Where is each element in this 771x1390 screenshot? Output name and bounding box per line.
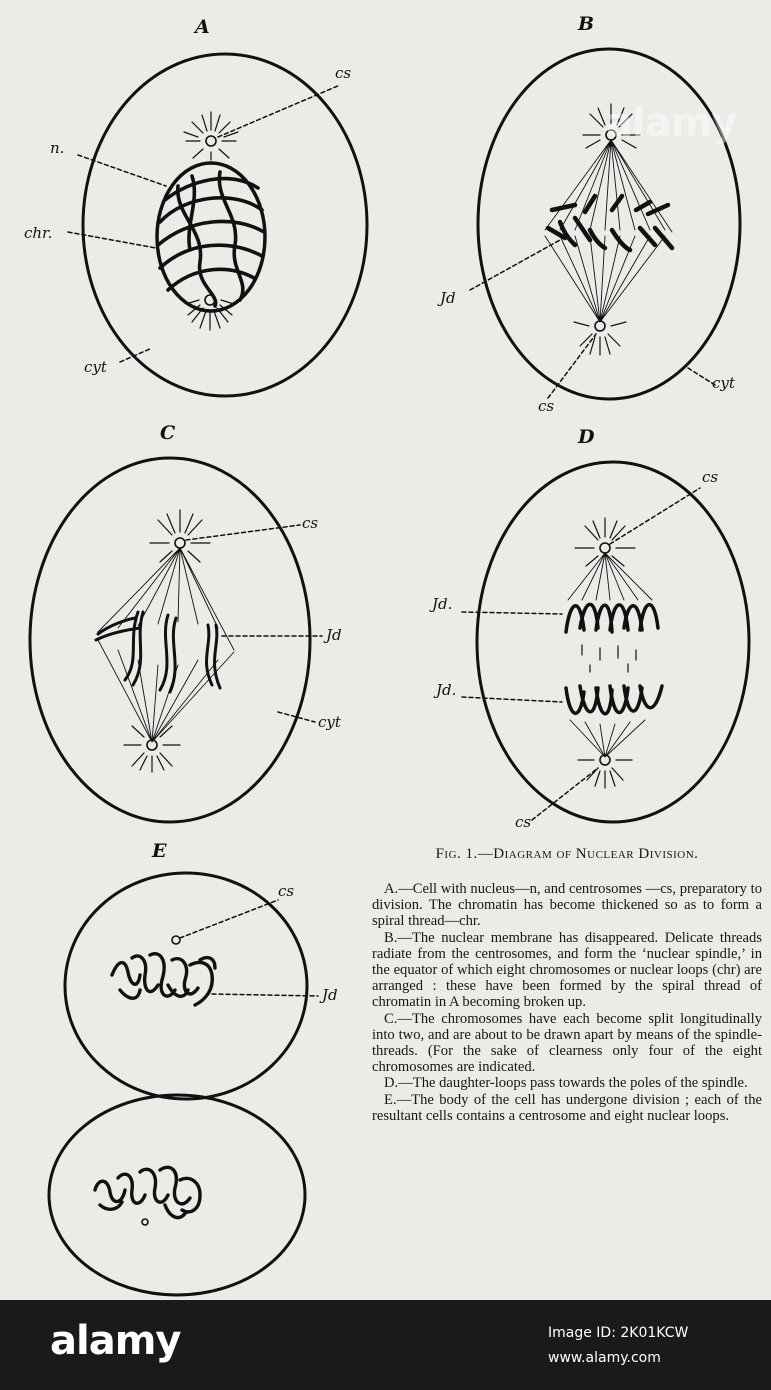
panel-d-faint-threads xyxy=(582,645,636,672)
panel-d-centrosome-top xyxy=(575,518,635,566)
panel-c-label-cs: cs xyxy=(302,514,319,532)
panel-d-label-cs-bottom: cs xyxy=(515,813,532,831)
panel-d-daughter-loops-top xyxy=(566,604,658,632)
watermark: alamy xyxy=(606,100,737,146)
panel-c-label-cyt: cyt xyxy=(318,713,341,731)
panel-e-loops-upper xyxy=(112,954,215,1005)
panel-a-label-n: n. xyxy=(50,139,65,157)
panel-d-spindle-bottom xyxy=(570,720,645,757)
panel-b-letter: B xyxy=(578,13,595,35)
panel-a-letter: A xyxy=(195,16,210,38)
panel-a-cell xyxy=(68,54,367,396)
panel-c-label-jd: Jd xyxy=(326,626,342,644)
panel-d-letter: D xyxy=(578,426,595,448)
panel-d-centrosome-bottom xyxy=(578,755,632,788)
panel-c-letter: C xyxy=(160,422,176,444)
panel-e-centrosome xyxy=(172,936,180,944)
panel-a-nucleus xyxy=(157,163,265,311)
caption-paragraph-e: E.—The body of the cell has undergone division ; each of the resultant cells contains a centrosome and eight nuclear loops. xyxy=(372,1091,762,1124)
panel-a-chromatin-spiral xyxy=(158,172,264,306)
panel-d-spindle-top xyxy=(568,553,652,600)
website-link[interactable]: www.alamy.com xyxy=(548,1350,661,1366)
panel-d-cell xyxy=(462,462,749,822)
panel-a-centrosome-top xyxy=(184,112,238,160)
panel-e-loops-lower xyxy=(95,1167,200,1217)
caption-paragraph-d: D.—The daughter-loops pass towards the poles of the spindle. xyxy=(384,1075,748,1092)
panel-b-centrosome-bottom xyxy=(574,321,626,355)
panel-d-daughter-loops-bottom xyxy=(566,686,662,714)
caption-paragraph-a: A.—Cell with nucleus—n, and centrosomes —cs, preparatory to division. The chromatin has become thickened so as to form a spiral thread—chr. xyxy=(372,881,762,930)
panel-d-label-cs-top: cs xyxy=(702,468,719,486)
panel-e-letter: E xyxy=(152,840,167,862)
figure-caption xyxy=(372,846,762,1124)
panel-e-label-cs: cs xyxy=(278,882,295,900)
image-id-text: Image ID: 2K01KCW xyxy=(548,1325,689,1341)
panel-b-label-cyt: cyt xyxy=(712,374,735,392)
panel-e-cells xyxy=(49,873,318,1295)
panel-e-label-jd: Jd xyxy=(322,986,338,1004)
panel-a-label-cs: cs xyxy=(335,64,352,82)
brand-logo: alamy xyxy=(50,1318,181,1364)
panel-a-label-chr: chr. xyxy=(24,224,53,242)
panel-c-cell xyxy=(30,458,322,822)
panel-d-label-jd-top: Jd. xyxy=(432,595,453,613)
panel-a-centrosome-bottom xyxy=(186,295,234,330)
panel-a-label-cyt: cyt xyxy=(84,358,107,376)
caption-title: Fig. 1.—Diagram of Nuclear Division. xyxy=(435,846,699,862)
caption-paragraph-c: C.—The chromosomes have each become split longitudinally into two, and are about to be drawn apart by means of the spindle-threads. (For the sake of clearness only four of the eight chromosomes are indicated. xyxy=(372,1010,762,1076)
panel-b-label-jd: Jd xyxy=(440,289,456,307)
panel-d-label-jd-bottom: Jd. xyxy=(436,681,457,699)
caption-paragraph-b: B.—The nuclear membrane has disappeared. Delicate threads radiate from the centrosomes, and form the ‘nuclear spindle,’ in the equator of which eight chromosomes or nuclear loops (chr) are arranged : these have been formed by the spiral thread of chromatin in A becoming broken up. xyxy=(372,929,762,1011)
panel-b-label-cs: cs xyxy=(538,397,555,415)
panel-c-centrosome-bottom xyxy=(124,726,180,772)
